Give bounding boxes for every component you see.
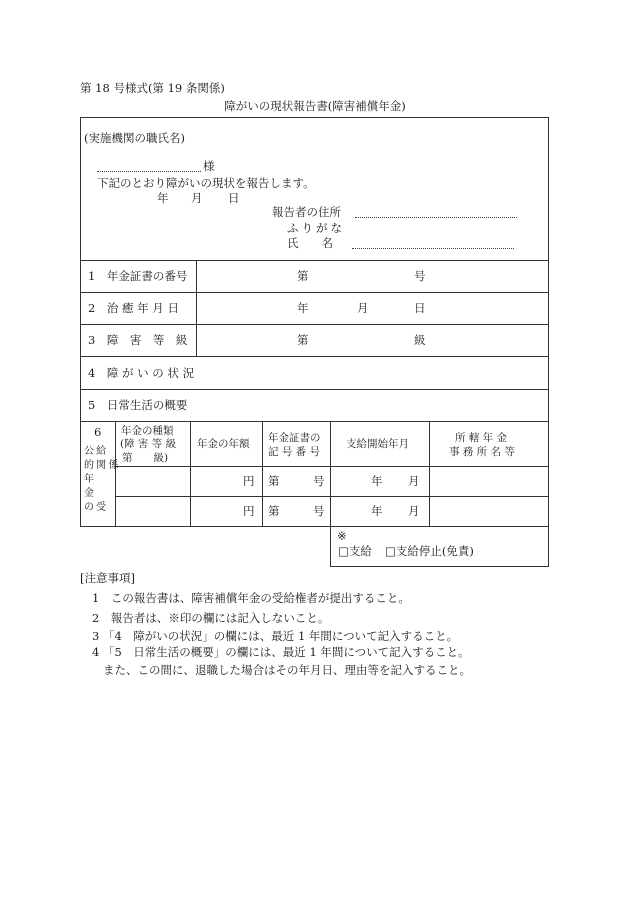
- note-item: 3 「4 障がいの状況」の欄には、最近 1 年間について記入すること。: [92, 629, 459, 643]
- pension-row-divider: [115, 466, 549, 467]
- pension-section-label-line: 年: [84, 474, 94, 485]
- pension-section-label-line: の 受: [84, 502, 107, 513]
- pension-row-cert-prefix: 第: [268, 474, 280, 488]
- item-disability-grade-label: 3 障 害 等 級: [88, 333, 188, 347]
- addressee-name-line: [97, 171, 201, 172]
- col-payment-start-header: 支給開始年月: [346, 438, 409, 450]
- row-divider: [80, 356, 549, 357]
- item-recovery-date-year: 年: [297, 301, 309, 315]
- pension-section-number: 6: [94, 425, 102, 439]
- form-number: 第 18 号様式(第 19 条関係): [80, 81, 225, 95]
- col-pension-office-header: 事 務 所 名 等: [449, 446, 515, 458]
- pension-section-label-line: 的 関 係: [84, 460, 119, 471]
- item-recovery-date-label: 2 治 癒 年 月 日: [88, 301, 179, 315]
- report-statement: 下記のとおり障がいの現状を報告します。: [97, 176, 315, 190]
- notes-heading: [注意事項]: [80, 571, 135, 585]
- label-column-divider: [196, 260, 197, 356]
- reporter-name-line: [352, 248, 514, 249]
- col-pension-type-header: 第 級): [122, 452, 169, 464]
- option-paid-checkbox: □支給: [338, 544, 372, 558]
- item-disability-grade-prefix: 第: [297, 333, 309, 347]
- pension-row-month: 月: [408, 504, 420, 518]
- addressee-label: (実施機関の職氏名): [84, 131, 185, 145]
- item-daily-life-label: 5 日常生活の概要: [88, 398, 188, 412]
- reporter-furigana-label: ふりがな: [287, 221, 345, 235]
- pension-section-label-line: 公 給: [84, 446, 107, 457]
- pension-row-cert-prefix: 第: [268, 504, 280, 518]
- item-recovery-date-month: 月: [357, 301, 369, 315]
- pension-row-year: 年: [371, 474, 383, 488]
- addressee-honorific: 様: [203, 159, 215, 173]
- row-divider: [80, 421, 549, 422]
- reporter-name-label: 氏 名: [287, 236, 333, 250]
- reporter-address-line: [355, 217, 517, 218]
- col-pension-type-header: (障 害 等 級: [120, 438, 177, 450]
- row-divider: [80, 324, 549, 325]
- pension-row-year: 年: [371, 504, 383, 518]
- pension-row-month: 月: [408, 474, 420, 488]
- item-pension-certificate-suffix: 号: [414, 269, 426, 283]
- col-pension-office-header: 所 轄 年 金: [455, 432, 508, 444]
- pension-row-cert-suffix: 号: [313, 504, 325, 518]
- pension-row-divider: [115, 496, 549, 497]
- pension-column-divider: [429, 421, 430, 527]
- office-use-mark: ※: [337, 529, 347, 543]
- date-month: 月: [191, 191, 203, 205]
- item-recovery-date-day: 日: [414, 301, 426, 315]
- item-pension-certificate-label: 1 年金証書の番号: [88, 269, 188, 283]
- option-suspended-checkbox: □支給停止(免責): [385, 544, 474, 558]
- col-certificate-number-header: 年金証書の: [268, 432, 321, 444]
- pension-row-amount-unit: 円: [243, 474, 255, 488]
- row-divider: [80, 292, 549, 293]
- note-item-continuation: また、この間に、退職した場合はその年月日、理由等を記入すること。: [103, 663, 471, 677]
- note-item: 1 この報告書は、障害補償年金の受給権者が提出すること。: [92, 591, 410, 605]
- reporter-address-label: 報告者の住所: [272, 205, 341, 219]
- form-title: 障がいの現状報告書(障害補償年金): [224, 99, 406, 113]
- col-annual-amount-header: 年金の年額: [197, 438, 250, 450]
- col-certificate-number-header: 記 号 番 号: [268, 446, 321, 458]
- pension-row-cert-suffix: 号: [313, 474, 325, 488]
- row-divider: [80, 260, 549, 261]
- pension-column-divider: [190, 421, 191, 527]
- row-divider: [80, 389, 549, 390]
- note-item: 2 報告者は、※印の欄には記入しないこと。: [92, 611, 330, 625]
- pension-column-divider: [115, 421, 116, 527]
- col-pension-type-header: 年金の種類: [121, 425, 174, 437]
- pension-section-label-line: 金: [84, 488, 94, 499]
- date-year: 年: [157, 191, 169, 205]
- item-pension-certificate-prefix: 第: [297, 269, 309, 283]
- pension-row-amount-unit: 円: [243, 504, 255, 518]
- item-disability-grade-suffix: 級: [414, 333, 426, 347]
- item-disability-status-label: 4 障 が い の 状 況: [88, 366, 195, 380]
- date-day: 日: [228, 191, 240, 205]
- pension-column-divider: [262, 421, 263, 527]
- pension-column-divider: [330, 421, 331, 527]
- note-item: 4 「5 日常生活の概要」の欄には、最近 1 年間について記入すること。: [92, 645, 470, 659]
